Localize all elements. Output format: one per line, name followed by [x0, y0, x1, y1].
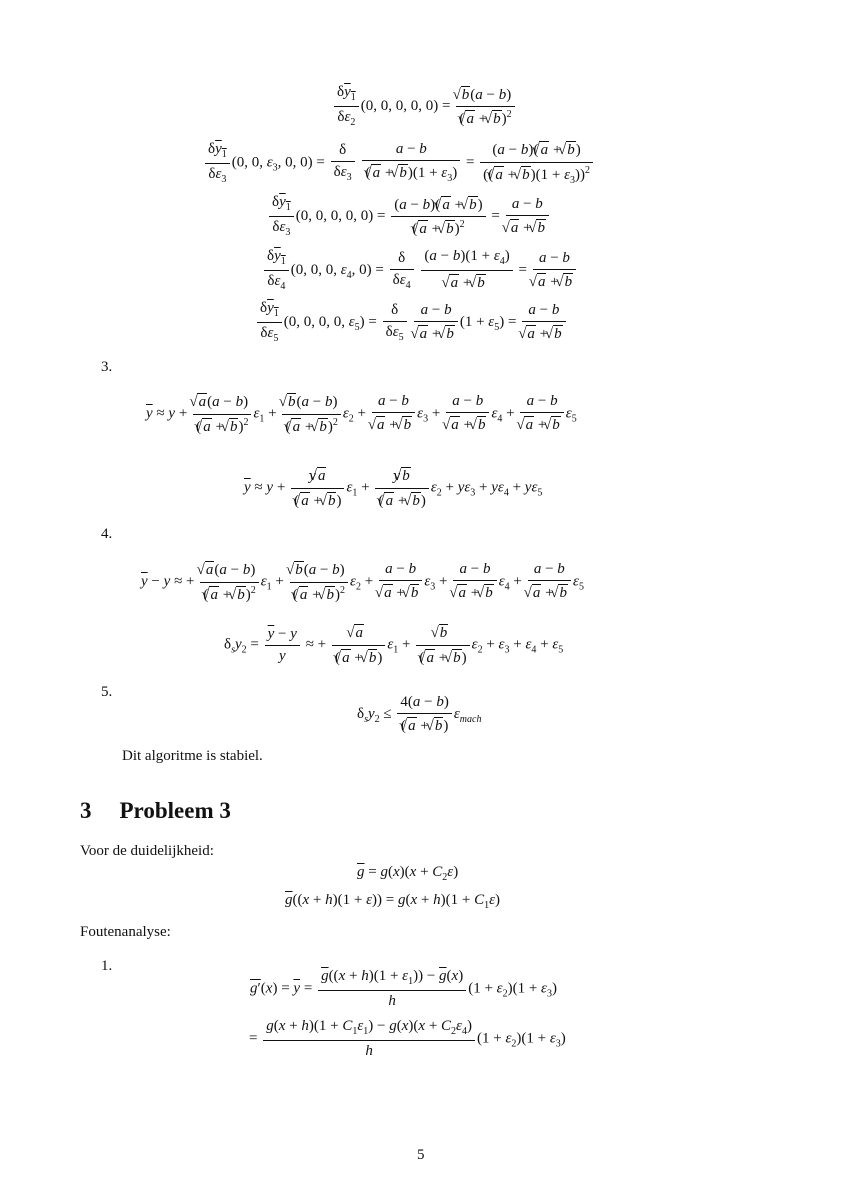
item-number-4: 4.	[101, 526, 113, 542]
error-analysis-label: Foutenanalyse:	[80, 924, 171, 940]
equation-ybar-approx-1: $\overline{y} \approx y$ + √ $\frac{a(a - b)}{( √ a + √ b)^2}$ $\varepsilon_1$ + √ $\frac{b(a - b)}{( √ a + √ b)^2}$ $\varepsilon_2$ + a − b √ a + √ b $\varepsilon_3$ + a − b √ a + √ b $\varepsilon_4$ + a − b √ a + √ b $\varepsilon_5$	[146, 392, 577, 436]
equation-derivative-2: = $\frac{g(x + h)(1 + C_1\varepsilon_1) - g(x)(x + C_2\varepsilon_4)}{h}$ $(1 + \varepsilon_2)(1 + \varepsilon_3)$	[249, 1018, 566, 1059]
section-number: 3	[80, 798, 92, 823]
equation-rel-error: $\delta_sy_2$ = $\frac{\overline{y} - y}{y}$ ≈ + √ $\frac{a}{( √ a + √ b)}$ $\varepsilon_1$ + √ $\frac{b}{( √ a + √ b)}$ $\varepsilon_2 + \varepsilon_3 + \varepsilon_4 + \varepsilon_5$	[224, 623, 563, 667]
item-number-3: 3.	[101, 359, 113, 375]
section-title: Probleem 3	[119, 798, 231, 823]
equation-d-eps2: $\frac{\delta y_1}{\delta\varepsilon_2}$ (0, 0, 0, 0, 0) = √ $\frac{b(a - b)}{( √ a + √ b)^2}$	[332, 84, 517, 129]
equation-g-def-2: $\overline{g}((x + h)(1 + \varepsilon)) = g(x + h)(1 + C_1\varepsilon)$	[285, 892, 500, 911]
clarity-label: Voor de duidelijkheid:	[80, 843, 214, 859]
equation-d-eps4: $\frac{\delta y_1}{\delta\varepsilon_4}$ (0, 0, 0, $\varepsilon_4$, 0) = $\frac{\delta}{\delta\varepsilon_4}$ $(a - b)(1 + \varepsilon_4)$ √ a + √ b = a − b √ a + √ b	[262, 248, 578, 293]
equation-bound: $\delta_sy_2$ ≤ $\frac{4(a - b)}{( √ a + √ b)}$ $\varepsilon_{mach}$	[357, 694, 481, 736]
section-heading	[80, 798, 231, 824]
page-number: 5	[417, 1147, 425, 1163]
item-number-1: 1.	[101, 958, 113, 974]
equation-abs-error: $\overline{y} - y$ ≈ + √ $\frac{a(a - b)}{( √ a + √ b)^2}$ $\varepsilon_1$ + √ $\frac{b(a - b)}{( √ a + √ b)^2}$ $\varepsilon_2$ + a − b √ a + √ b $\varepsilon_3$ + a − b √ a + √ b $\varepsilon_4$ + a − b √ a + √ b $\varepsilon_5$	[141, 560, 584, 604]
equation-d-eps3-b: $\frac{\delta y_1}{\delta\varepsilon_3}$ (0, 0, 0, 0, 0) = $\frac{(a - b)( √ a + √ b)}{( √ a + √ b)^2}$ = a − b √ a + √ b	[267, 194, 551, 239]
item-number-5: 5.	[101, 684, 113, 700]
equation-d-eps3-a: $\frac{\delta y_1}{\delta\varepsilon_3}$ (0, 0, $\varepsilon_3$, 0, 0) = $\frac{\delta}{\delta\varepsilon_3}$ $\frac{a - b}{( √ a + √ b)(1 + \varepsilon_3)}$ = $\frac{(a - b)( √ a + √ b)}{(( √ a + √ b)(1 + \varepsilon_3))^2}$	[203, 140, 595, 187]
equation-g-def-1: $\overline{g} = g(x)(x + C_2\varepsilon)$	[357, 864, 459, 883]
equation-derivative-1: $g'(x) = \overline{y}$ = $\frac{\overline{g}((x + h)(1 + \varepsilon_1)) - \overline{g}(x)}{h}$ $(1 + \varepsilon_2)(1 + \varepsilon_3)$	[250, 968, 557, 1009]
equation-d-eps5: $\frac{\delta y_1}{\delta\varepsilon_5}$ (0, 0, 0, 0, $\varepsilon_5$) = $\frac{\delta}{\delta\varepsilon_5}$ a − b √ a + √ b $(1 + \varepsilon_5)$ = a − b √ a + √ b	[255, 300, 568, 345]
stable-statement: Dit algoritme is stabiel.	[122, 748, 263, 764]
equation-ybar-approx-2: $\overline{y} \approx y$ + $\frac{y √ a}{( √ a + √ b)}$ $\varepsilon_1$ + $\frac{y √ b}{( √ a + √ b)}$ $\varepsilon_2 + y\varepsilon_3 + y\varepsilon_4 + y\varepsilon_5$	[244, 466, 542, 510]
